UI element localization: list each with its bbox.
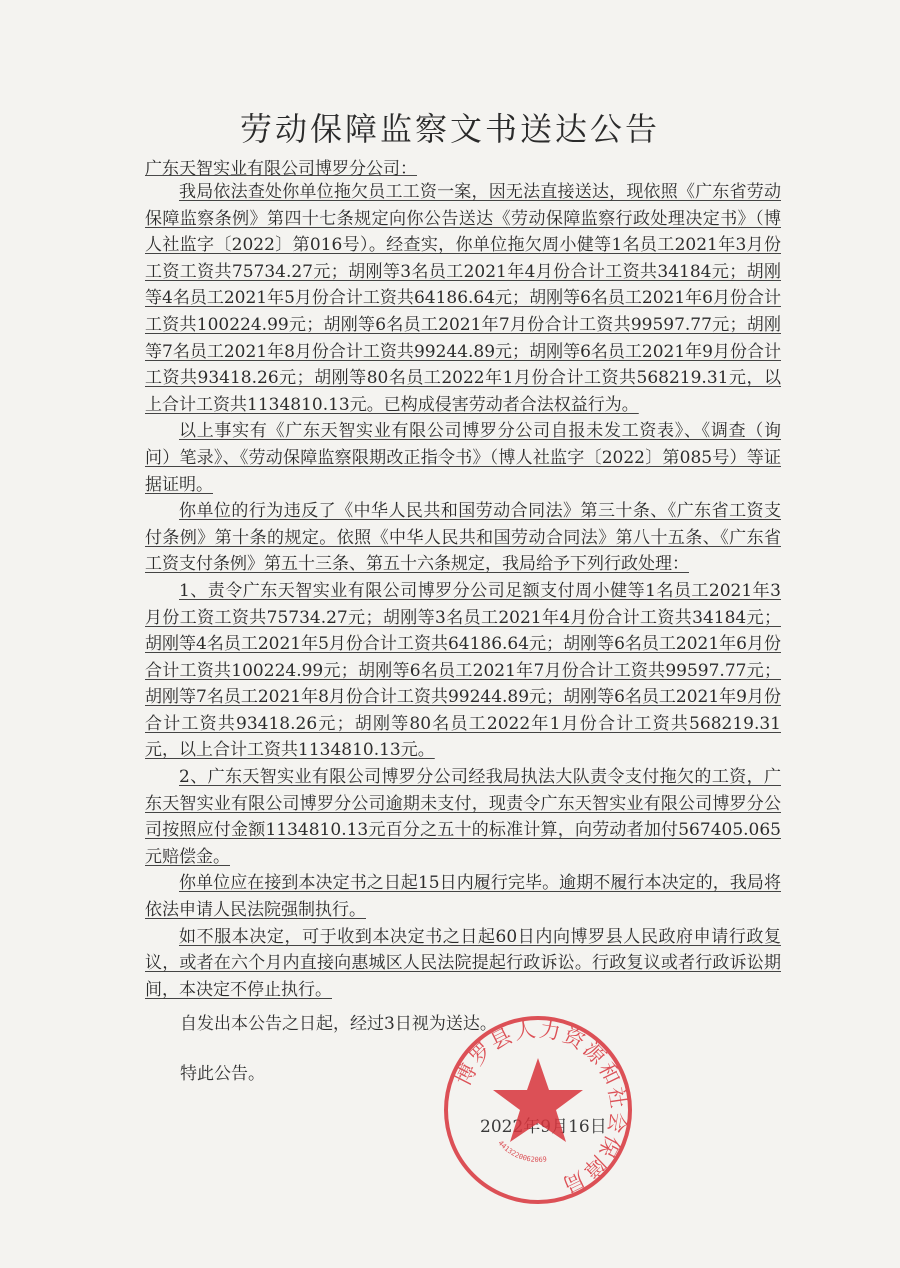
paragraph-order-2: 2、广东天智实业有限公司博罗分公司经我局执法大队责令支付拖欠的工资，广东天智实业有限公司博罗分公司逾期未支付，现责令广东天智实业有限公司博罗分公司按照应付金额1134810.13元百分之五十的标准计算，向劳动者加付567405.065元赔偿金。 [145, 767, 781, 867]
paragraph-legal-basis: 你单位的行为违反了《中华人民共和国劳动合同法》第三十条、《广东省工资支付条例》第十条的规定。依照《中华人民共和国劳动合同法》第八十五条、《广东省工资支付条例》第五十三条、第五十六条规定，我局给予下列行政处理： [145, 501, 781, 575]
seal-number: 4413220062069 [496, 1139, 548, 1165]
paragraph-deadline: 你单位应在接到本决定书之日起15日内履行完毕。逾期不履行本决定的，我局将依法申请人民法院强制执行。 [145, 873, 781, 921]
document-body [145, 179, 781, 1003]
paragraph-order-1: 1、责令广东天智实业有限公司博罗分公司足额支付周小健等1名员工2021年3月份工资工资共75734.27元；胡刚等3名员工2021年4月份合计工资共34184元；胡刚等4名员工2021年5月份合计工资共64186.64元；胡刚等6名员工2021年6月份合计工资共100224.99元；胡刚等6名员工2021年7月份合计工资共99597.77元；胡刚等7名员工2021年8月份合计工资共99244.89元；胡刚等6名员工2021年9月份合计工资共93418.26元；胡刚等80名员工2022年1月份合计工资共568219.31元，以上合计工资共1134810.13元。 [145, 580, 781, 761]
closing-notice: 自发出本公告之日起，经过3日视为送达。 [180, 1014, 497, 1034]
seal-number-arc [496, 1139, 547, 1164]
paragraph-evidence: 以上事实有《广东天智实业有限公司博罗分公司自报未发工资表》、《调查（询问）笔录》、《劳动保障监察限期改正指令书》（博人社监字〔2022〕第085号）等证据证明。 [145, 421, 781, 495]
document-title: 劳动保障监察文书送达公告 [239, 110, 660, 148]
document-date: 2022年9月16日 [480, 1117, 607, 1137]
paragraph-facts: 我局依法查处你单位拖欠员工工资一案，因无法直接送达，现依照《广东省劳动保障监察条例》第四十七条规定向你公告送达《劳动保障监察行政处理决定书》（博人社监字〔2022〕第016号）。经查实，你单位拖欠周小健等1名员工2021年3月份工资工资共75734.27元；胡刚等3名员工2021年4月份合计工资共34184元；胡刚等4名员工2021年5月份合计工资共64186.64元；胡刚等6名员工2021年6月份合计工资共100224.99元；胡刚等6名员工2021年7月份合计工资共99597.77元；胡刚等7名员工2021年8月份合计工资共99244.89元；胡刚等6名员工2021年9月份合计工资共93418.26元；胡刚等80名员工2022年1月份合计工资共568219.31元，以上合计工资共1134810.13元。已构成侵害劳动者合法权益行为。 [145, 182, 781, 415]
seal-text: 博罗县人力资源和社会保障局 [450, 1017, 631, 1198]
recipient-line: 广东天智实业有限公司博罗分公司： [145, 159, 417, 179]
official-seal [438, 1010, 638, 1210]
seal-star-icon [493, 1058, 583, 1142]
paragraph-appeal: 如不服本决定，可于收到本决定书之日起60日内向博罗县人民政府申请行政复议，或者在六个月内直接向惠城区人民法院提起行政诉讼。行政复议或者行政诉讼期间，本决定不停止执行。 [145, 926, 781, 1000]
closing-phrase: 特此公告。 [180, 1064, 265, 1084]
